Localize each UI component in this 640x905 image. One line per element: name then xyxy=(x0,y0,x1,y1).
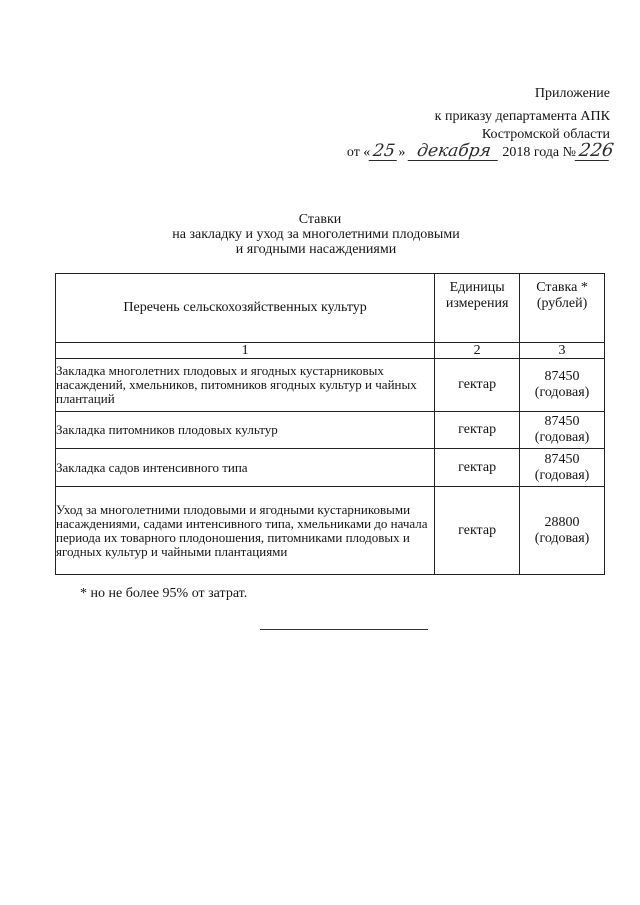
closing-divider xyxy=(260,629,428,630)
date-mid: » xyxy=(398,145,406,160)
unit-cell: гектар xyxy=(435,359,520,412)
rate-value: 87450 xyxy=(544,369,580,384)
rate-value: 87450 xyxy=(544,451,580,467)
date-prefix: от « xyxy=(346,145,371,160)
handwritten-day: 25 xyxy=(369,142,400,161)
header-rate-line2: (рублей) xyxy=(536,296,588,311)
document-title xyxy=(0,212,640,257)
header-unit xyxy=(435,274,520,343)
crop-name: Закладка садов интенсивного типа xyxy=(56,449,435,487)
column-number: 1 xyxy=(56,343,435,359)
table-row xyxy=(56,487,605,575)
footnote: * но не более 95% от затрат. xyxy=(80,586,248,601)
header-unit-line1: Единицы xyxy=(449,280,505,295)
rate-cell xyxy=(520,487,605,575)
order-date-line xyxy=(346,140,615,162)
table-header-row xyxy=(56,274,605,343)
header-crop-list: Перечень сельскохозяйственных культур xyxy=(56,274,435,343)
header-unit-line2: измерения xyxy=(445,296,509,311)
column-numbers-row xyxy=(56,343,605,359)
rate-period: (годовая) xyxy=(534,430,590,445)
rate-period: (годовая) xyxy=(534,385,590,400)
unit-cell: гектар xyxy=(435,449,520,487)
region-name: Костромской области xyxy=(481,127,610,142)
appendix-label: Приложение xyxy=(534,86,610,101)
rate-period: (годовая) xyxy=(534,530,590,546)
rate-cell xyxy=(520,449,605,487)
title-line-2: на закладку и уход за многолетними плодовыми xyxy=(172,227,460,242)
table-row xyxy=(56,359,605,412)
handwritten-order-number: 226 xyxy=(575,142,612,161)
date-year: 2018 года № xyxy=(502,145,576,160)
crop-name: Уход за многолетними плодовыми и ягодными кустарниковыми насаждениями, садами интенсивного типа, хмельниками до начала периода их товарного плодоношения, питомниками плодовых и ягодных культур и чайными плантациями xyxy=(56,487,435,575)
title-line-1: Ставки xyxy=(298,212,342,227)
table-row xyxy=(56,449,605,487)
rate-cell xyxy=(520,412,605,449)
header-rate-line1: Ставка * xyxy=(536,280,588,295)
unit-cell: гектар xyxy=(435,412,520,449)
unit-cell: гектар xyxy=(435,487,520,575)
handwritten-month: декабря xyxy=(407,142,500,161)
rate-value: 87450 xyxy=(544,414,580,429)
order-reference: к приказу департамента АПК xyxy=(434,109,610,124)
crop-name: Закладка многолетних плодовых и ягодных кустарниковых насаждений, хмельников, питомников ягодных культур и чайных плантаций xyxy=(56,359,435,412)
title-line-3: и ягодными насаждениями xyxy=(235,242,397,257)
column-number: 3 xyxy=(520,343,605,359)
header-rate xyxy=(520,274,605,343)
column-number: 2 xyxy=(435,343,520,359)
rate-value: 28800 xyxy=(544,514,580,530)
rates-table xyxy=(55,273,605,575)
table-row xyxy=(56,412,605,449)
rate-cell xyxy=(520,359,605,412)
crop-name: Закладка питомников плодовых культур xyxy=(56,412,435,449)
rate-period: (годовая) xyxy=(534,467,590,483)
